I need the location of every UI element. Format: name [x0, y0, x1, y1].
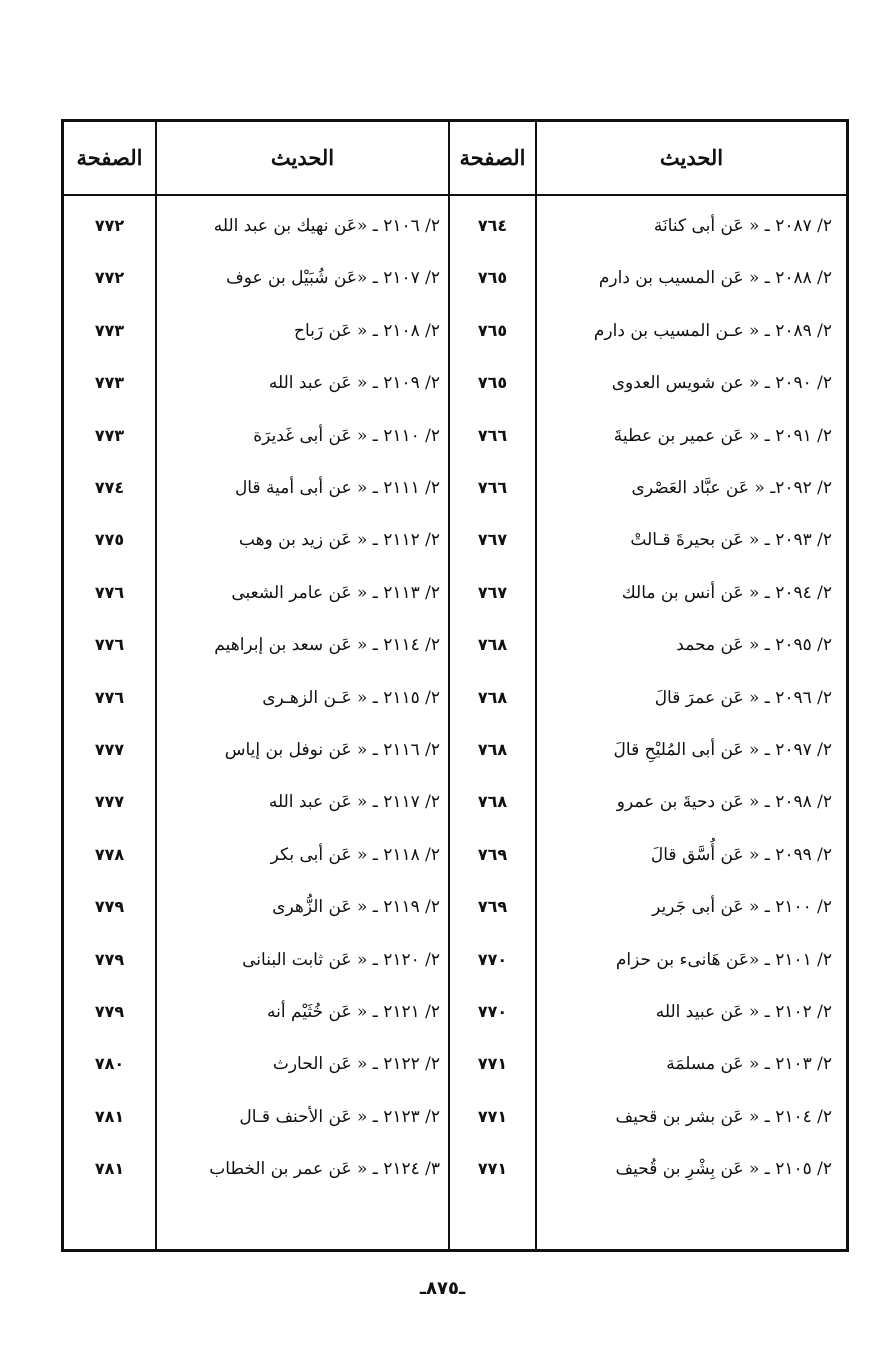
index-entry: ٢/ ٢٠٩٧ ـ « عَن أبى المُليْحِ قالَ	[613, 740, 832, 760]
index-page-number: ٧٧٣	[94, 320, 125, 340]
index-entry: ٢/ ٢١١٨ ـ « عَن أبى بكر	[270, 844, 440, 865]
index-page-number: ٧٧٩	[94, 949, 125, 969]
index-page-number: ٧٨١	[94, 1159, 125, 1179]
column-divider	[155, 122, 157, 1249]
index-page-number: ٧٦٦	[477, 425, 508, 445]
index-page-number: ٧٦٧	[477, 582, 508, 602]
index-entry: ٢/ ٢٠٩٩ ـ « عَن أُسَّق قالَ	[650, 844, 832, 865]
index-entry: ٢/ ٢٠٨٩ ـ « عـن المسيب بن دارم	[593, 320, 832, 341]
index-entry: ٢/ ٢١٠٢ ـ « عَن عبيد الله	[655, 1002, 832, 1022]
index-entry: ٢/ ٢٠٩١ ـ « عَن عمير بن عطيةَ	[613, 425, 832, 446]
index-page-number: ٧٧٣	[94, 425, 125, 445]
index-entry: ٢/ ٢١٠٠ ـ « عَن أبى جَرير	[652, 897, 832, 918]
index-entry: ٢/ ٢١١٧ ـ « عَن عبد الله	[268, 792, 440, 813]
index-page-number: ٧٧٠	[477, 949, 508, 969]
index-page-number: ٧٧٧	[94, 792, 125, 812]
index-entry: ٢/ ٢٠٩٨ ـ « عَن دحيةَ بن عمرو	[616, 792, 832, 813]
index-entry: ٢/ ٢٠٨٨ ـ « عَن المسيب بن دارم	[598, 268, 832, 289]
index-entry: ٢/ ٢٠٩٢ـ « عَن عبَّاد العَصْرى	[631, 478, 832, 498]
index-entry: ٢/ ٢١٢٠ ـ « عَن ثابت البنانى	[242, 949, 440, 970]
index-entry: ٢/ ٢١٠٩ ـ « عَن عبد الله	[268, 373, 440, 394]
index-entry: ٢/ ٢١٠٦ ـ «عَن نهيك بن عبد الله	[213, 216, 440, 236]
index-entry: ٢/ ٢١٠٣ ـ « عَن مسلمَة	[666, 1054, 832, 1075]
index-page-number: ٧٦٨	[477, 792, 508, 812]
index-page-number: ٧٧١	[477, 1159, 508, 1179]
index-page-number: ٧٨٠	[94, 1054, 125, 1074]
index-entry: ٢/ ٢١٠١ ـ «عَن هَانىء بن حزام	[615, 949, 832, 970]
index-page-number: ٧٦٧	[477, 530, 508, 550]
index-entry: ٣/ ٢١٢٤ ـ « عَن عمر بن الخطاب	[209, 1159, 440, 1180]
index-page-number: ٧٧٩	[94, 1002, 125, 1021]
column-divider	[535, 122, 537, 1249]
index-entry: ٢/ ٢٠٩٦ ـ « عَن عمرَ قالَ	[654, 687, 832, 708]
index-entry: ٢/ ٢٠٩٣ ـ « عَن بحيرةَ قـالتْ	[630, 530, 832, 551]
header-hadith-right: الحديث	[659, 145, 724, 170]
index-page-number: ٧٦٨	[477, 635, 508, 655]
header-page-right: الصفحة	[459, 145, 526, 170]
index-page-number: ٧٦٦	[477, 478, 508, 497]
index-entry: ٢/ ٢١١٦ ـ « عَن نوفل بن إياس	[224, 740, 440, 760]
index-page-number: ٧٦٨	[477, 687, 508, 707]
index-table	[61, 119, 849, 1252]
index-page-number: ٧٧٦	[94, 635, 125, 655]
index-page-number: ٧٦٥	[477, 320, 508, 340]
index-page-number: ٧٦٥	[477, 268, 508, 288]
index-page-number: ٧٧٨	[94, 844, 125, 864]
index-entry: ٢/ ٢٠٩٥ ـ « عَن محمد	[676, 635, 832, 656]
page-number: ـ٨٧٥ـ	[419, 1278, 466, 1299]
index-page-number: ٧٧٤	[94, 478, 125, 497]
index-page-number: ٧٦٤	[477, 216, 508, 235]
index-page-number: ٧٧٠	[477, 1002, 508, 1021]
index-page-number: ٧٧١	[477, 1054, 508, 1074]
index-page-number: ٧٧٢	[94, 216, 125, 235]
header-page-left: الصفحة	[76, 145, 143, 170]
index-page-number: ٧٧٢	[94, 268, 125, 288]
index-entry: ٢/ ٢١٢٢ ـ « عَن الحارث	[272, 1054, 440, 1075]
index-page-number: ٧٧٩	[94, 897, 125, 917]
index-entry: ٢/ ٢١٠٤ ـ « عَن بشر بن قحيف	[615, 1106, 832, 1127]
index-entry: ٢/ ٢١١٣ ـ « عَن عامر الشعبى	[231, 582, 440, 603]
index-entry: ٢/ ٢١٠٧ ـ «عَن شُبَيْل بن عوف	[226, 268, 440, 289]
index-entry: ٢/ ٢١١٥ ـ « عَـن الزهـرى	[262, 687, 440, 708]
index-entry: ٢/ ٢١٠٥ ـ « عَن بِشْرِ بن قُحيف	[615, 1159, 832, 1180]
index-entry: ٢/ ٢٠٩٠ ـ « عن شويس العدوى	[611, 373, 832, 394]
index-page-number: ٧٨١	[94, 1106, 125, 1126]
index-entry: ٢/ ٢١١٤ ـ « عَن سعد بن إبراهيم	[214, 635, 440, 656]
index-page-number: ٧٧٦	[94, 687, 125, 707]
index-entry: ٢/ ٢١٢١ ـ « عَن خُثَيْم أنه	[267, 1002, 440, 1022]
header-divider	[64, 194, 846, 196]
index-entry: ٢/ ٢٠٨٧ ـ « عَن أبى كنانَة	[653, 216, 832, 236]
index-entry: ٢/ ٢١٠٨ ـ « عَن رَباح	[294, 320, 440, 341]
index-page-number: ٧٦٥	[477, 373, 508, 393]
header-hadith-left: الحديث	[270, 145, 335, 170]
index-entry: ٢/ ٢١٢٣ ـ « عَن الأحنف قـال	[239, 1106, 440, 1127]
index-entry: ٢/ ٢١١٠ ـ « عَن أبى غَديرَة	[253, 425, 440, 446]
index-entry: ٢/ ٢١١٢ ـ « عَن زيد بن وهب	[238, 530, 440, 551]
index-page-number: ٧٧٥	[94, 530, 125, 550]
index-entry: ٢/ ٢٠٩٤ ـ « عَن أنس بن مالك	[621, 582, 832, 603]
index-entry: ٢/ ٢١١٩ ـ « عَن الزُّهرى	[272, 897, 440, 918]
index-page-number: ٧٧٣	[94, 373, 125, 393]
index-page-number: ٧٦٨	[477, 740, 508, 759]
index-entry: ٢/ ٢١١١ ـ « عن أبى أمية قال	[234, 478, 440, 498]
index-page-number: ٧٧٦	[94, 582, 125, 602]
index-page-number: ٧٧٧	[94, 740, 125, 759]
index-page-number: ٧٦٩	[477, 844, 508, 864]
index-page-number: ٧٧١	[477, 1106, 508, 1126]
index-page-number: ٧٦٩	[477, 897, 508, 917]
